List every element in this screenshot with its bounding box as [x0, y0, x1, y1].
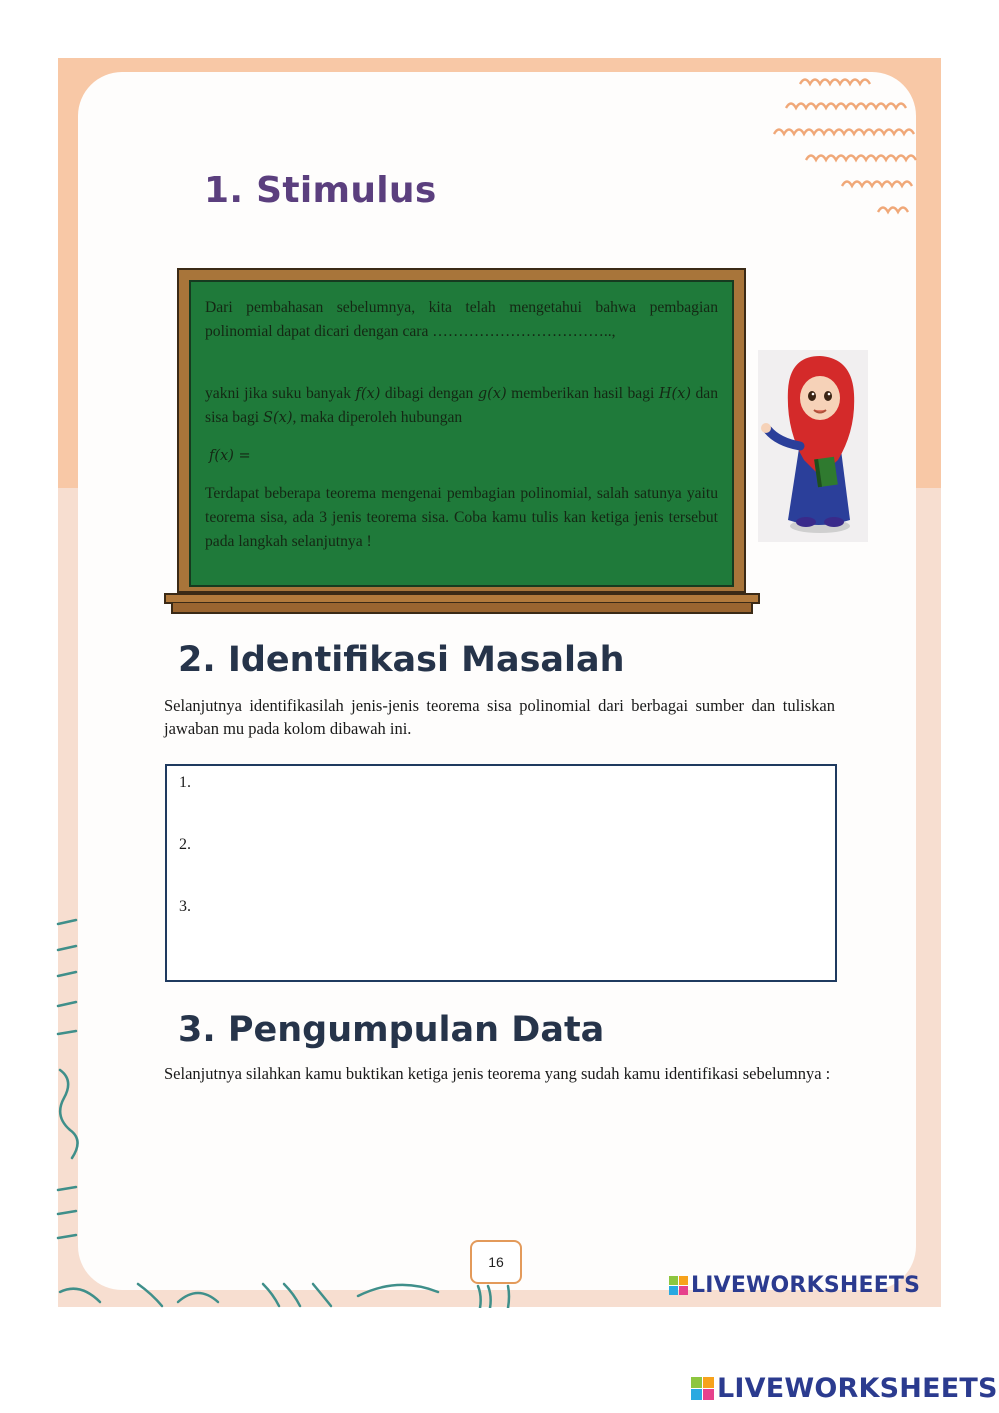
fx-symbol: f(x) — [355, 386, 381, 402]
liveworksheets-watermark — [669, 1273, 920, 1298]
teacher-character-illustration — [758, 350, 868, 542]
board-paragraph-1: Dari pembahasan sebelumnya, kita telah mengetahui bahwa pembagian polinomial dapat dicari dengan cara …………………………….., — [205, 299, 718, 340]
liveworksheets-logo-icon — [669, 1276, 688, 1295]
decorative-squiggles — [760, 66, 920, 216]
board-equation: f(x) = — [209, 448, 251, 464]
liveworksheets-footer-logo[interactable] — [691, 1373, 998, 1404]
pengumpulan-instruction: Selanjutnya silahkan kamu buktikan ketiga jenis teorema yang sudah kamu identifikasi sebelumnya : — [164, 1064, 831, 1083]
liveworksheets-logo-icon — [691, 1377, 714, 1400]
chalkboard-frame — [177, 268, 746, 593]
answer-item-3[interactable]: 3. — [179, 898, 191, 915]
answer-box[interactable] — [165, 764, 837, 982]
gx-symbol: g(x) — [477, 386, 507, 402]
identifikasi-heading: 2. Identifikasi Masalah — [178, 640, 625, 680]
answer-item-2[interactable]: 2. — [179, 836, 191, 853]
chalkboard — [189, 280, 734, 587]
board-paragraph-3: Terdapat beberapa teorema mengenai pembagian polinomial, salah satunya yaitu teorema sisa, ada 3 jenis teorema sisa. Coba kamu tulis kan ketiga jenis tersebut pada langkah selanjutnya ! — [205, 485, 718, 550]
identifikasi-instruction: Selanjutnya identifikasilah jenis-jenis teorema sisa polinomial dari berbagai sumber dan tuliskan jawaban mu pada kolom dibawah ini. — [164, 696, 835, 738]
page-number: 16 — [470, 1240, 522, 1284]
pengumpulan-heading: 3. Pengumpulan Data — [178, 1010, 605, 1050]
decorative-waves-left — [52, 910, 82, 1270]
stimulus-heading: 1. Stimulus — [204, 170, 437, 211]
paper-background — [78, 72, 916, 1290]
answer-item-1[interactable]: 1. — [179, 774, 191, 791]
liveworksheets-footer-name: LIVEWORKSHEETS — [717, 1373, 998, 1404]
sx-symbol: S(x) — [263, 410, 293, 426]
hx-symbol: H(x) — [658, 386, 691, 402]
chalkboard-ledge-base — [171, 603, 753, 614]
liveworksheets-name: LIVEWORKSHEETS — [691, 1273, 921, 1298]
board-paragraph-2: yakni jika suku banyak f(x) dibagi dengan g(x) memberikan hasil bagi H(x) dan sisa bagi S(x), maka diperoleh hubungan — [205, 385, 718, 426]
decorative-waves-bottom — [58, 1262, 528, 1308]
